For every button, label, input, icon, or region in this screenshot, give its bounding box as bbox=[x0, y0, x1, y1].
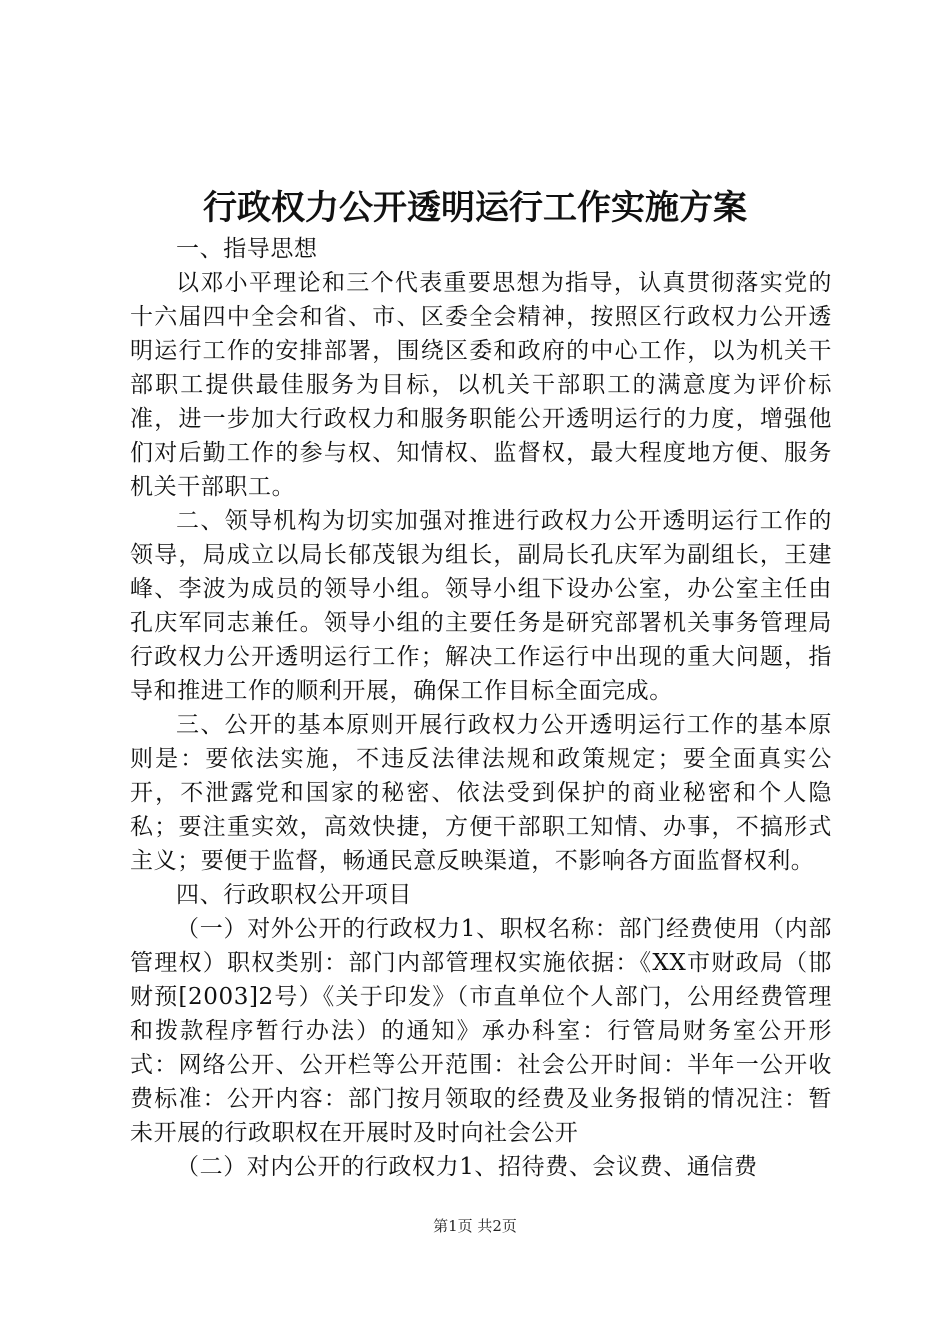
section-heading-guiding-ideology: 一、指导思想 bbox=[176, 236, 318, 262]
page-footer: 第1页 共2页 bbox=[433, 1217, 517, 1235]
document-body bbox=[130, 232, 832, 1184]
paragraph-external-disclosure: （一）对外公开的行政权力1、职权名称：部门经费使用（内部管理权）职权类别：部门内部管理权实施依据：《XX市财政局（邯财预[2003]2号）《关于印发》（市直单位个人部门，公用经费管理和拨款程序暂行办法）的通知》承办科室：行管局财务室公开形式：网络公开、公开栏等公开范围：社会公开时间：半年一公开收费标准：公开内容：部门按月领取的经费及业务报销的情况注：暂未开展的行政职权在开展时及时向社会公开 bbox=[130, 916, 832, 1146]
section-heading-public-items: 四、行政职权公开项目 bbox=[176, 882, 412, 908]
paragraph-guiding-ideology: 以邓小平理论和三个代表重要思想为指导，认真贯彻落实党的十六届四中全会和省、市、区委全会精神，按照区行政权力公开透明运行工作的安排部署，围绕区委和政府的中心工作，以为机关干部职工提供最佳服务为目标，以机关干部职工的满意度为评价标准，进一步加大行政权力和服务职能公开透明运行的力度，增强他们对后勤工作的参与权、知情权、监督权，最大程度地方便、服务机关干部职工。 bbox=[130, 270, 832, 500]
paragraph-leadership-body: 二、领导机构为切实加强对推进行政权力公开透明运行工作的领导，局成立以局长郁茂银为组长，副局长孔庆军为副组长，王建峰、李波为成员的领导小组。领导小组下设办公室，办公室主任由孔庆军同志兼任。领导小组的主要任务是研究部署机关事务管理局行政权力公开透明运行工作；解决工作运行中出现的重大问题，指导和推进工作的顺利开展，确保工作目标全面完成。 bbox=[130, 508, 832, 704]
paragraph-basic-principles: 三、公开的基本原则开展行政权力公开透明运行工作的基本原则是：要依法实施，不违反法律法规和政策规定；要全面真实公开，不泄露党和国家的秘密、依法受到保护的商业秘密和个人隐私；要注重实效，高效快捷，方便干部职工知情、办事，不搞形式主义；要便于监督，畅通民意反映渠道，不影响各方面监督权利。 bbox=[130, 712, 832, 874]
document-title: 行政权力公开透明运行工作实施方案 bbox=[203, 188, 747, 228]
paragraph-internal-disclosure: （二）对内公开的行政权力1、招待费、会议费、通信费 bbox=[176, 1154, 758, 1180]
